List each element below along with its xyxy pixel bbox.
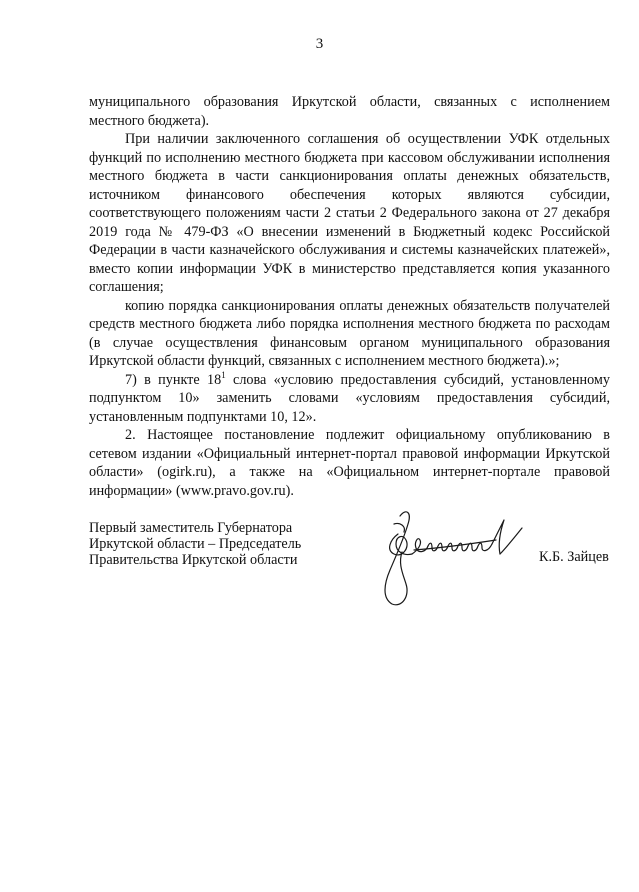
paragraph-agreement: При наличии заключенного соглашения об осуществлении УФК отдельных функций по исполнению местного бюджета при кассовом обслуживании исполнения местного бюджета в части санкционирования оплаты денежных обязательств, источником финансового обеспечения которых являются субсидии, соответствующего положениям части 2 статьи 2 Федерального закона от 27 декабря 2019 года № 479-ФЗ «О внесении изменений в Бюджетный кодекс Российской Федерации в части казначейского обслуживания и системы казначейских платежей», вместо копии информации УФК в министерство представляется копия указанного соглашения; <box>89 131 610 295</box>
signatory-title-line-2: Иркутской области – Председатель <box>89 536 302 552</box>
item-7-text-end: слова «условию предоставления субсидий, установленному подпунктом 10» заменить словами «условиям предоставления субсидий, установленным подпунктами 10, 12». <box>89 371 610 425</box>
handwritten-signature <box>370 504 540 614</box>
page-number: 3 <box>315 36 324 52</box>
paragraph-item-7 <box>89 371 610 427</box>
signatory-title <box>89 520 349 568</box>
paragraph-continuation: муниципального образования Иркутской области, связанных с исполнением местного бюджета). <box>89 94 610 129</box>
item-7-superscript: 1 <box>221 369 226 380</box>
signatory-title-line-3: Правительства Иркутской области <box>89 552 298 568</box>
paragraph-publication: 2. Настоящее постановление подлежит официальному опубликованию в сетевом издании «Официальный интернет-портал правовой информации Иркутской области» (ogirk.ru), а также на «Официальном интернет-портале правовой информации» (www.pravo.gov.ru). <box>89 427 610 499</box>
signatory-title-line-1: Первый заместитель Губернатора <box>89 520 293 536</box>
signatory-name: К.Б. Зайцев <box>539 549 609 565</box>
document-body <box>89 93 610 500</box>
item-7-text-start: 7) в пункте 18 <box>125 371 222 388</box>
paragraph-procedure-copy: копию порядка санкционирования оплаты денежных обязательств получателей средств местного бюджета либо порядка исполнения местного бюджета по расходам (в случае осуществления финансовым органом муниципального образования Иркутской области функций, связанных с исполнением местного бюджета).»; <box>89 297 610 369</box>
